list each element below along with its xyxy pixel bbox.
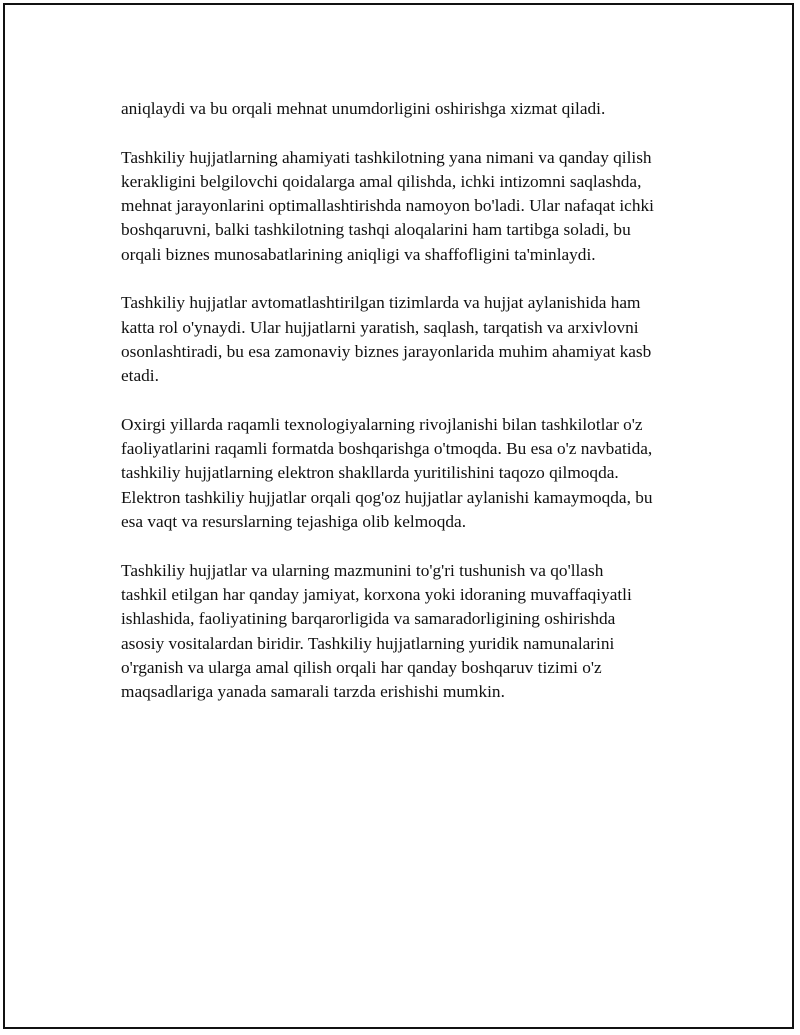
text-line: ishlashida, faoliyatining barqarorligida va samaradorligining oshirishda [121,609,616,629]
text-line: katta rol o'ynaydi. Ular hujjatlarni yaratish, saqlash, tarqatish va arxivlovni [121,317,639,337]
text-line: o'rganish va ularga amal qilish orqali har qanday boshqaruv tizimi o'z [121,657,602,677]
text-line: osonlashtiradi, bu esa zamonaviy biznes jarayonlarida muhim ahamiyat kasb [121,341,652,361]
text-line: maqsadlariga yanada samarali tarzda erishishi mumkin. [121,682,505,702]
text-line: Oxirgi yillarda raqamli texnologiyalarning rivojlanishi bilan tashkilotlar o'z [121,414,643,434]
text-line: Elektron tashkiliy hujjatlar orqali qog'oz hujjatlar aylanishi kamaymoqda, bu [121,487,653,507]
document-body [121,97,701,729]
text-line: Tashkiliy hujjatlarning ahamiyati tashkilotning yana nimani va qanday qilish [121,147,652,167]
text-line: orqali biznes munosabatlarining aniqligi va shaffofligini ta'minlaydi. [121,244,596,264]
page-frame [3,3,794,1029]
text-line: faoliyatlarini raqamli formatda boshqarishga o'tmoqda. Bu esa o'z navbatida, [121,439,653,459]
text-line: aniqlaydi va bu orqali mehnat unumdorligini oshirishga xizmat qiladi. [121,99,606,118]
text-line: mehnat jarayonlarini optimallashtirishda namoyon bo'ladi. Ular nafaqat ichki [121,196,654,216]
text-line: etadi. [121,366,159,386]
paragraph-1 [121,97,701,121]
text-line: tashkil etilgan har qanday jamiyat, korxona yoki idoraning muvaffaqiyatli [121,584,632,604]
text-line: Tashkiliy hujjatlar avtomatlashtirilgan tizimlarda va hujjat aylanishida ham [121,293,641,313]
text-line: tashkiliy hujjatlarning elektron shakllarda yuritilishini taqozo qilmoqda. [121,463,619,483]
paragraph-4 [121,413,701,534]
text-line: esa vaqt va resurslarning tejashiga olib kelmoqda. [121,512,467,532]
text-line: Tashkiliy hujjatlar va ularning mazmunini to'g'ri tushunish va qo'llash [121,560,604,580]
text-line: boshqaruvni, balki tashkilotning tashqi aloqalarini ham tartibga soladi, bu [121,220,631,240]
paragraph-5 [121,559,701,705]
paragraph-2 [121,146,701,267]
text-line: kerakligini belgilovchi qoidalarga amal qilishda, ichki intizomni saqlashda, [121,171,642,191]
text-line: asosiy vositalardan biridir. Tashkiliy hujjatlarning yuridik namunalarini [121,633,615,653]
paragraph-3 [121,291,701,388]
